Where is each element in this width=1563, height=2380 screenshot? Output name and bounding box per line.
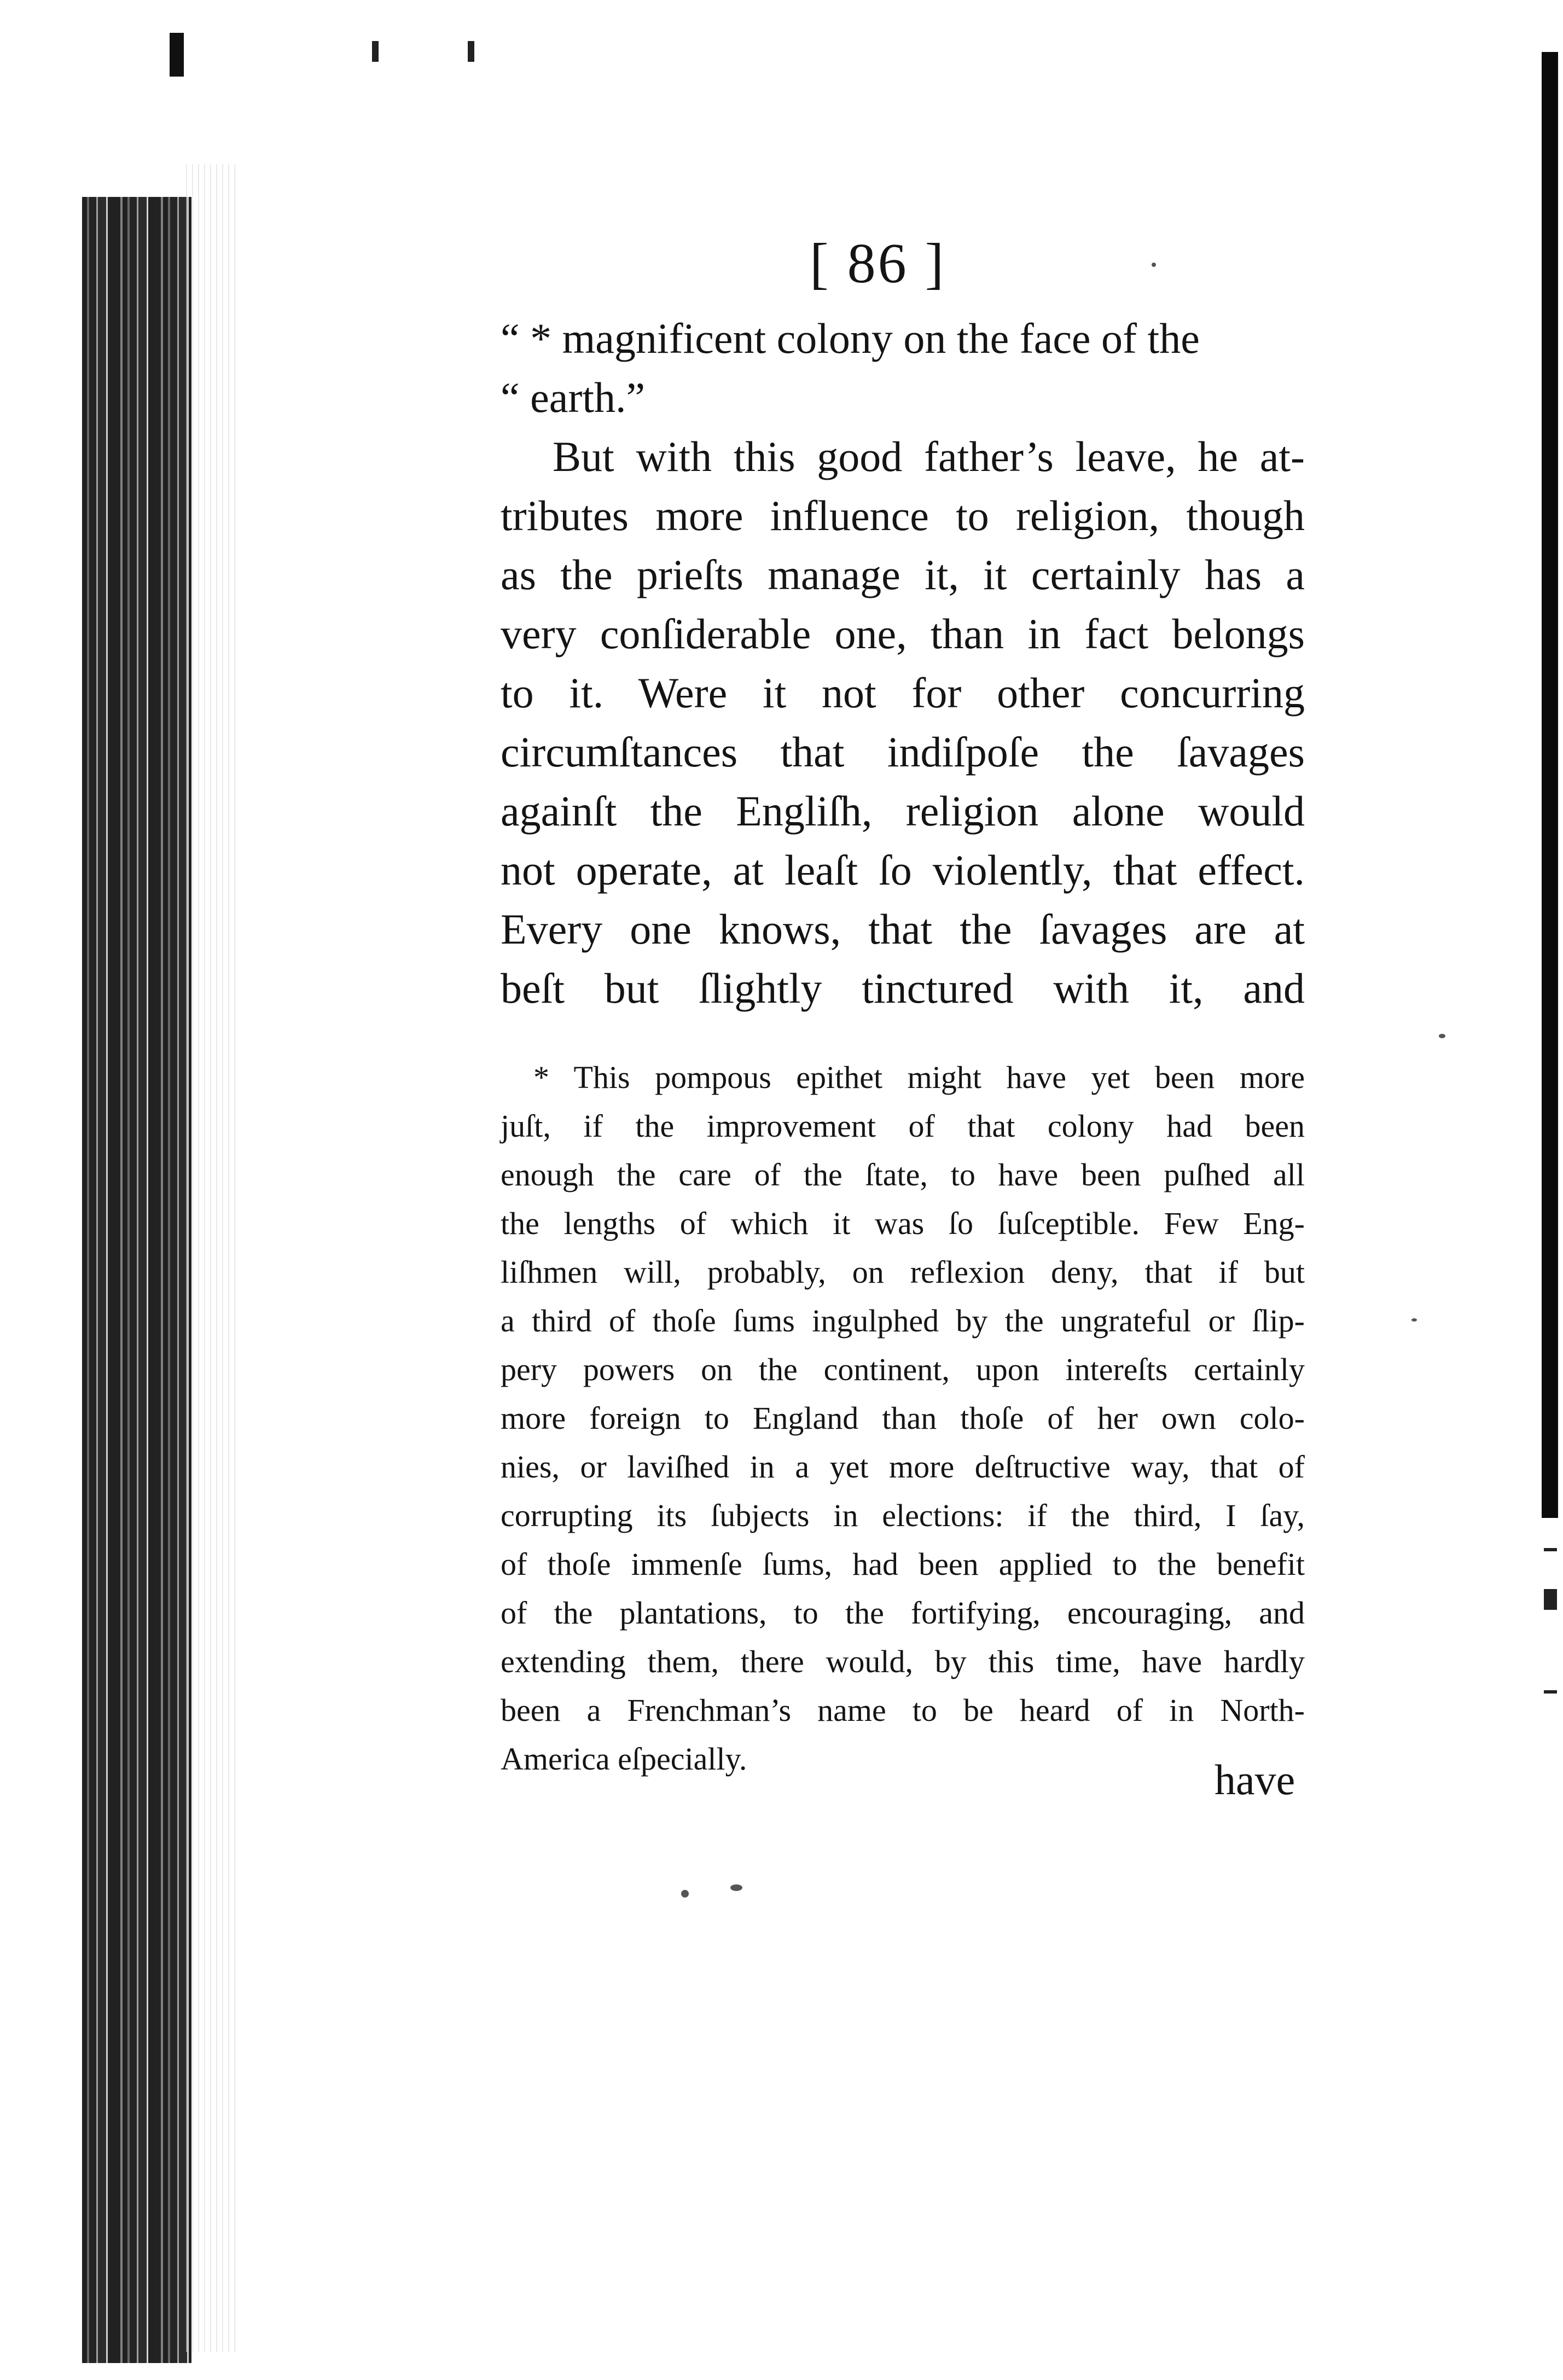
footnote-line: the lengths of which it was ſo ſuſceptible. Few Eng-	[501, 1206, 1305, 1241]
body-line: “ earth.”	[501, 374, 646, 421]
body-line: as the prieſts manage it, it certainly has a	[501, 551, 1305, 598]
footnote-line: more foreign to England than thoſe of her own colo-	[501, 1400, 1305, 1436]
scan-left-edge-fade	[186, 164, 235, 2352]
body-line: Every one knows, that the ſavages are at	[501, 905, 1305, 953]
footnote-line: pery powers on the continent, upon intereſts certainly	[501, 1352, 1305, 1387]
footnote-line: of the plantations, to the fortifying, encouraging, and	[501, 1595, 1305, 1631]
footnote-line: liſhmen will, probably, on reflexion deny, that if but	[501, 1254, 1305, 1290]
scan-left-edge-top	[170, 33, 184, 77]
footnote-line: juſt, if the improvement of that colony had been	[501, 1108, 1305, 1144]
body-line: circumſtances that indiſpoſe the ſavages	[501, 728, 1305, 776]
page-number: [ 86 ]	[810, 232, 946, 295]
footnote-line: extending them, there would, by this time, have hardly	[501, 1644, 1305, 1679]
body-line: beſt but ſlightly tinctured with it, and	[501, 964, 1305, 1012]
footnote-line: been a Frenchman’s name to be heard of in North-	[501, 1692, 1305, 1728]
footnote-line: a third of thoſe ſums ingulphed by the ungrateful or ſlip-	[501, 1303, 1305, 1339]
ink-speck	[730, 1884, 742, 1891]
footnote-line: nies, or laviſhed in a yet more deſtructive way, that of	[501, 1449, 1305, 1485]
scan-right-mark	[1544, 1548, 1557, 1551]
scan-right-mark	[1544, 1690, 1557, 1694]
body-line: “ * magnificent colony on the face of the	[501, 315, 1200, 362]
scan-left-edge	[82, 197, 191, 2363]
scan-right-mark	[1544, 1589, 1557, 1610]
scan-tick-mark	[468, 41, 474, 62]
body-line: very conſiderable one, than in fact belongs	[501, 610, 1305, 657]
catchword: have	[1215, 1756, 1295, 1803]
body-line: not operate, at leaſt ſo violently, that effect.	[501, 846, 1305, 894]
scan-right-edge	[1542, 52, 1558, 1518]
footnote-line: America eſpecially.	[501, 1741, 747, 1777]
body-line: But with this good father’s leave, he at-	[553, 433, 1305, 480]
footnote	[501, 1053, 1305, 1783]
body-line: tributes more influence to religion, though	[501, 492, 1305, 539]
ink-speck	[681, 1890, 689, 1898]
body-line: againſt the Engliſh, religion alone would	[501, 787, 1305, 835]
body-line: to it. Were it not for other concurring	[501, 669, 1305, 717]
footnote-line: corrupting its ſubjects in elections: if the third, I ſay,	[501, 1498, 1305, 1533]
scan-tick-mark	[372, 41, 379, 62]
ink-speck	[1439, 1034, 1445, 1038]
footnote-line: * This pompous epithet might have yet been more	[533, 1060, 1305, 1095]
footnote-line: enough the care of the ſtate, to have been puſhed all	[501, 1157, 1305, 1192]
body-text	[501, 309, 1305, 1018]
ink-speck	[1411, 1318, 1417, 1322]
footnote-line: of thoſe immenſe ſums, had been applied to the benefit	[501, 1546, 1305, 1582]
ink-speck	[1152, 263, 1156, 267]
